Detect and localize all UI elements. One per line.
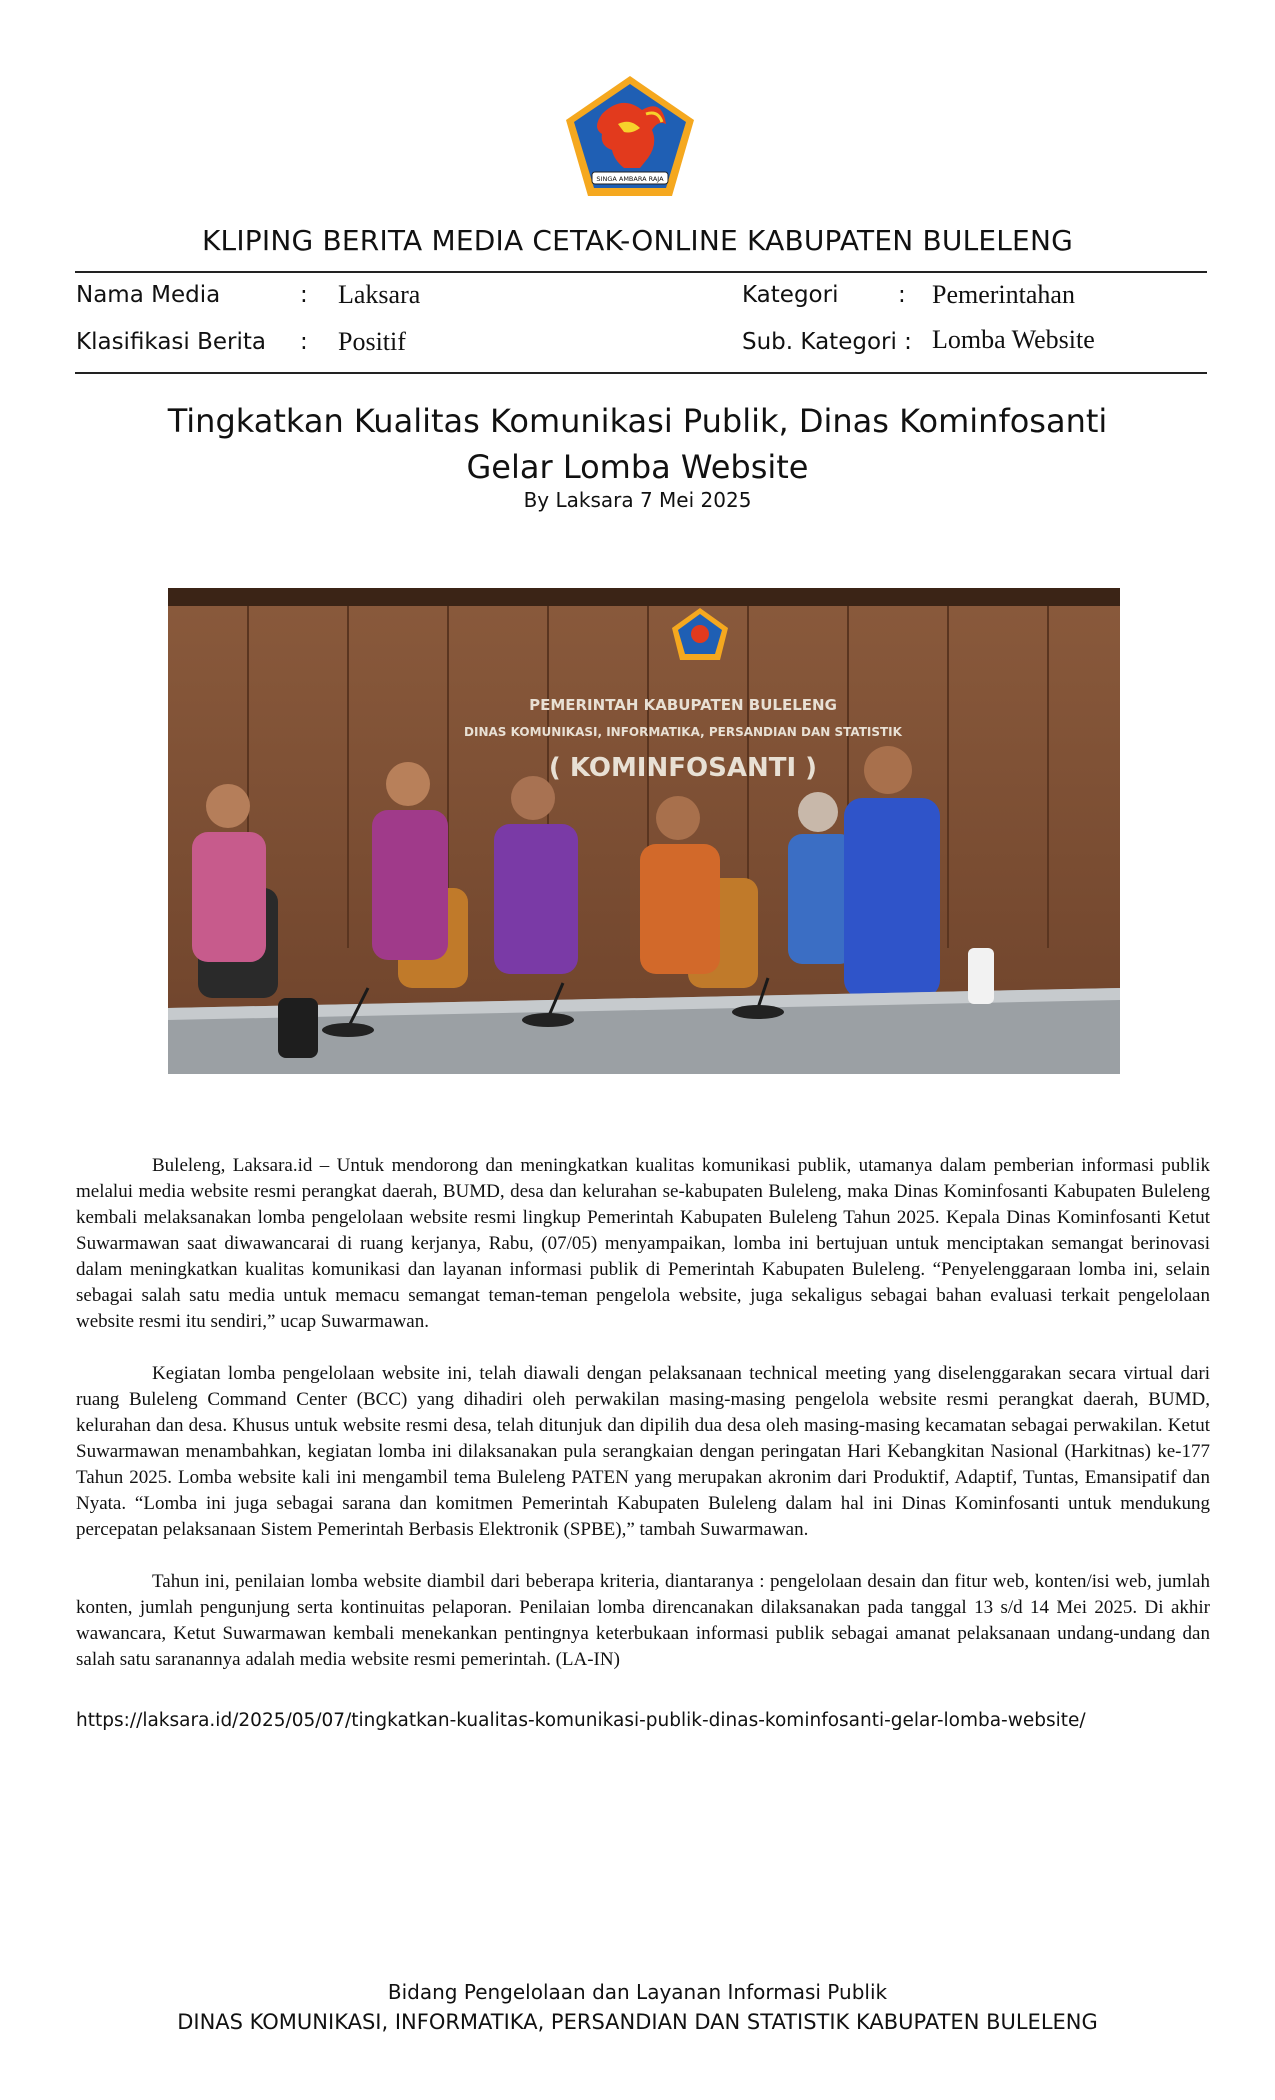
media-name-value: Laksara [338, 280, 421, 309]
media-name-colon: : [300, 282, 308, 308]
page-title: KLIPING BERITA MEDIA CETAK-ONLINE KABUPATEN BULELENG [201, 224, 1073, 257]
classification-colon: : [300, 329, 308, 355]
article-byline: By Laksara 7 Mei 2025 [523, 488, 752, 512]
article-title [0, 398, 1275, 490]
source-url-link[interactable]: https://laksara.id/2025/05/07/tingkatkan-kualitas-komunikasi-publik-dinas-kominfosanti-gelar-lomba-website/ [76, 1710, 1086, 1731]
article-title-line1: Tingkatkan Kualitas Komunikasi Publik, Dinas Kominfosanti [167, 402, 1108, 440]
photo-wall-text-line2: DINAS KOMUNIKASI, INFORMATIKA, PERSANDIAN DAN STATISTIK [464, 725, 902, 739]
article-paragraph-3: Tahun ini, penilaian lomba website diambil dari beberapa kriteria, diantaranya : pengelolaan desain dan fitur web, konten/isi web, jumlah konten, jumlah pengunjung serta kontinuitas pelaporan. Penilaian lomba direncanakan dilaksanakan pada tanggal 13 s/d 14 Mei 2025. Di akhir wawancara, Ketut Suwarmawan kembali menekankan pentingnya keterbukaan informasi publik sebagai amanat pelaksanaan undang-undang dan salah satu saranannya adalah media website resmi pemerintah. (LA-IN) [76, 1571, 1210, 1670]
footer-agency: DINAS KOMUNIKASI, INFORMATIKA, PERSANDIAN DAN STATISTIK KABUPATEN BULELENG [177, 2010, 1098, 2034]
header-divider-bottom [75, 372, 1207, 374]
subcategory-value: Lomba Website [932, 325, 1095, 354]
photo-wall-text-line3: ( KOMINFOSANTI ) [548, 753, 818, 783]
classification-value: Positif [338, 327, 406, 356]
category-colon: : [898, 282, 906, 308]
category-label: Kategori [742, 282, 839, 308]
photo-wall-text-line1: PEMERINTAH KABUPATEN BULELENG [529, 696, 837, 714]
subcategory-label: Sub. Kategori : [742, 329, 912, 355]
header-divider-top [75, 271, 1207, 273]
media-name-label: Nama Media [76, 282, 221, 308]
category-value: Pemerintahan [932, 280, 1075, 309]
kabupaten-buleleng-emblem-icon [562, 74, 698, 200]
article-paragraph-1: Buleleng, Laksara.id – Untuk mendorong dan meningkatkan kualitas komunikasi publik, utamanya dalam pemberian informasi publik melalui media website resmi perangkat daerah, BUMD, desa dan kelurahan se-kabupaten Buleleng, maka Dinas Kominfosanti Kabupaten Buleleng kembali melaksanakan lomba pengelolaan website resmi lingkup Pemerintah Kabupaten Buleleng Tahun 2025. Kepala Dinas Kominfosanti Ketut Suwarmawan saat diwawancarai di ruang kerjanya, Rabu, (07/05) menyampaikan, lomba ini bertujuan untuk menciptakan semangat berinovasi dalam meningkatkan kualitas komunikasi dan layanan informasi publik di Pemerintah Kabupaten Buleleng. “Penyelenggaraan lomba ini, selain sebagai salah satu media untuk memacu semangat teman-teman pengelola website, juga sekaligus sebagai bahan evaluasi terkait pengelolaan website resmi itu sendiri,” ucap Suwarmawan. [76, 1155, 1210, 1332]
article-photo [168, 588, 1120, 1074]
classification-label: Klasifikasi Berita [76, 329, 267, 355]
footer-department: Bidang Pengelolaan dan Layanan Informasi Publik [387, 1980, 888, 2004]
article-title-line2: Gelar Lomba Website [466, 448, 809, 486]
article-paragraph-2: Kegiatan lomba pengelolaan website ini, telah diawali dengan pelaksanaan technical meeting yang diselenggarakan secara virtual dari ruang Buleleng Command Center (BCC) yang dihadiri oleh perwakilan masing-masing pengelola website resmi perangkat daerah, BUMD, kelurahan dan desa. Khusus untuk website resmi desa, telah ditunjuk dan dipilih dua desa oleh masing-masing kecamatan sebagai perwakilan. Ketut Suwarmawan menambahkan, kegiatan lomba ini dilaksanakan pula serangkaian dengan peringatan Hari Kebangkitan Nasional (Harkitnas) ke-177 Tahun 2025. Lomba website kali ini mengambil tema Buleleng PATEN yang merupakan akronim dari Produktif, Adaptif, Tuntas, Emansipatif dan Nyata. “Lomba ini juga sebagai sarana dan komitmen Pemerintah Kabupaten Buleleng dalam hal ini Dinas Kominfosanti untuk mendukung percepatan pelaksanaan Sistem Pemerintah Berbasis Elektronik (SPBE),” tambah Suwarmawan. [76, 1363, 1210, 1540]
article-body [76, 1153, 1210, 1699]
logo-motto: SINGA AMBARA RAJA [596, 175, 664, 183]
